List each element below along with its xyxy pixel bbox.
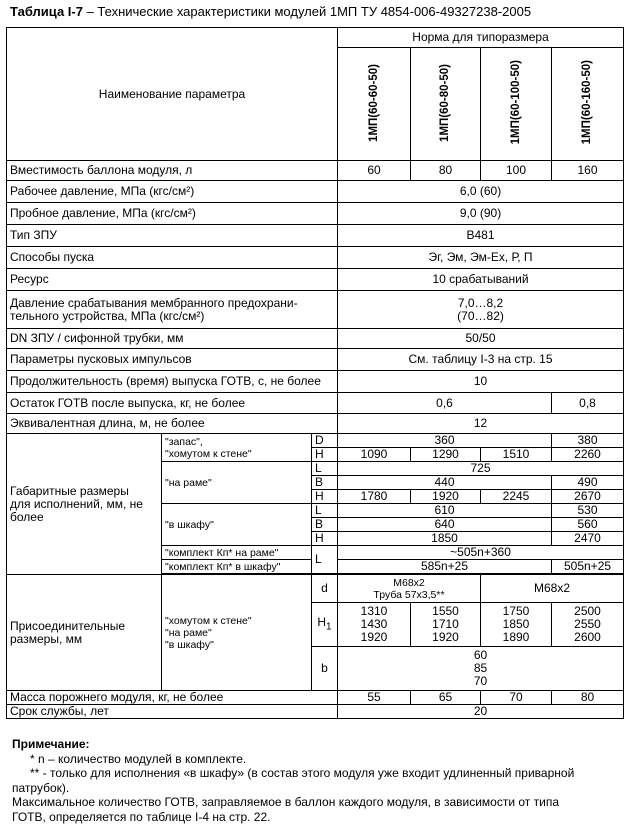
size-label: 1МП(60-160-50) <box>581 60 594 145</box>
cabinet-label: "в шкафу" <box>162 504 312 546</box>
row-value: 20 <box>338 705 624 719</box>
note-line: ГОТВ, определяется по таблице I-4 на стр. 22. <box>12 809 271 824</box>
dim-key: L <box>312 546 338 574</box>
spec-table <box>6 27 624 719</box>
dim-value <box>338 603 411 647</box>
dim-value-line: Труба 57х3,5** <box>373 588 445 601</box>
connection-mode: "на раме" <box>165 626 212 639</box>
dim-key <box>312 603 338 647</box>
row-label-line: Давление срабатывания мембранного предохрани- <box>10 295 298 310</box>
row-label: Остаток ГОТВ после выпуска, кг, не более <box>7 393 338 414</box>
dim-value: 2260 <box>552 448 624 462</box>
header-param-text: Наименование параметра <box>98 86 246 101</box>
header-size-3 <box>481 48 552 161</box>
dim-value: 585n+25 <box>338 560 552 574</box>
dimensions-label-line: Габаритные размеры <box>10 483 129 498</box>
note-line: * n – количество модулей в комплекте. <box>30 751 247 766</box>
dim-value-line: 1890 <box>502 630 530 644</box>
row-value-line: (70…82) <box>457 308 504 323</box>
header-norm-text: Норма для типоразмера <box>412 30 549 44</box>
row-value: 100 <box>481 161 552 181</box>
row-label: Тип ЗПУ <box>7 225 338 247</box>
header-size-2 <box>411 48 481 161</box>
dim-key: H <box>312 532 338 546</box>
notes-heading: Примечание: <box>12 737 90 751</box>
dim-key: b <box>312 647 338 691</box>
row-label: Срок службы, лет <box>7 705 338 719</box>
row-value: См. таблицу I-3 на стр. 15 <box>338 349 624 371</box>
dim-key-sub: 1 <box>326 621 332 633</box>
note-line: патрубок). <box>12 780 70 795</box>
dim-value: М68х2 <box>481 575 624 603</box>
dim-value <box>411 603 481 647</box>
row-label: Эквивалентная длина, м, не более <box>7 414 338 434</box>
header-norm <box>338 28 624 48</box>
table-caption: – Технические характеристики модулей 1МП ТУ 4854-006-49327238-2005 <box>82 4 532 19</box>
size-label: 1МП(60-80-50) <box>439 63 451 142</box>
dim-value: 2245 <box>481 490 552 504</box>
header-param <box>7 28 338 161</box>
row-value: 6,0 (60) <box>338 181 624 203</box>
dim-value: 2670 <box>552 490 624 504</box>
row-label: Рабочее давление, МПа (кгс/см²) <box>7 181 338 203</box>
kit-cabinet-label: "комплект Кп* в шкафу" <box>162 560 312 574</box>
table-row <box>7 371 624 393</box>
dim-value: 490 <box>552 476 624 490</box>
dim-key: d <box>312 575 338 603</box>
table-row <box>7 291 624 329</box>
note-line: ** - только для исполнения «в шкафу» (в состав этого модуля уже входит удлиненный приварной <box>30 766 575 780</box>
connection-label-line: Присоединительные <box>10 618 126 633</box>
table-row <box>7 393 624 414</box>
frame-label: "на раме" <box>162 462 312 504</box>
dim-key-main: H <box>317 614 327 629</box>
row-value: 70 <box>481 691 552 705</box>
dim-value <box>552 603 624 647</box>
row-label: Продолжительность (время) выпуска ГОТВ, с, не более <box>7 371 338 393</box>
connection-modes <box>162 575 312 691</box>
dim-key: B <box>312 476 338 490</box>
row-value: 0,6 <box>338 393 552 414</box>
connection-mode: "в шкафу" <box>165 638 214 651</box>
row-value: 65 <box>411 691 481 705</box>
dim-key: H <box>312 490 338 504</box>
row-value-line: 7,0…8,2 <box>457 295 504 310</box>
dim-value: 725 <box>338 462 624 476</box>
table-row <box>7 691 624 705</box>
dim-value: 1510 <box>481 448 552 462</box>
dim-value-line: 1750 <box>502 604 530 618</box>
row-value: 10 <box>338 371 624 393</box>
table-row <box>7 181 624 203</box>
connection-label <box>7 575 162 691</box>
dim-value-line: 2600 <box>574 630 601 644</box>
table-row <box>7 575 624 603</box>
zapas-label <box>162 434 312 462</box>
dim-value-line: 60 <box>473 648 488 662</box>
dim-key: L <box>312 504 338 518</box>
row-value: 9,0 (90) <box>338 203 624 225</box>
dim-value-line: 1430 <box>360 617 388 631</box>
row-label <box>7 291 338 329</box>
zapas-label-line: "хомутом к стене" <box>165 447 252 460</box>
kit-frame-label: "комплект Кп* на раме" <box>162 546 312 560</box>
row-label: Параметры пусковых импульсов <box>7 349 338 371</box>
connection-label-line: размеры, мм <box>10 631 83 646</box>
dim-value: 1090 <box>338 448 411 462</box>
row-label-line: тельного устройства, МПа (кгс/см²) <box>10 308 205 323</box>
dim-value <box>338 575 481 603</box>
notes <box>12 737 616 824</box>
row-value: 80 <box>552 691 624 705</box>
row-value: Эг, Эм, Эм-Ех, Р, П <box>338 247 624 269</box>
table-row <box>7 269 624 291</box>
dim-value: 2470 <box>552 532 624 546</box>
table-row <box>7 161 624 181</box>
dim-value: 440 <box>338 476 552 490</box>
row-value: 10 срабатываний <box>338 269 624 291</box>
row-value: 12 <box>338 414 624 434</box>
dim-value-line: 1310 <box>360 604 388 618</box>
header-size-4 <box>552 48 624 161</box>
dim-key: B <box>312 518 338 532</box>
row-value: 0,8 <box>552 393 624 414</box>
size-label: 1МП(60-100-50) <box>509 60 522 145</box>
dimensions-label-line: для исполнений, мм, не <box>10 496 143 511</box>
dim-value: 380 <box>552 434 624 448</box>
dim-key: D <box>312 434 338 448</box>
row-value: 60 <box>338 161 411 181</box>
row-value: 55 <box>338 691 411 705</box>
dim-value <box>338 647 624 691</box>
row-label: Пробное давление, МПа (кгс/см²) <box>7 203 338 225</box>
dim-value-line: 1920 <box>360 630 388 644</box>
dim-value-line: 2500 <box>574 604 601 618</box>
dim-value-line: 1850 <box>502 617 530 631</box>
dimensions-label-line: более <box>10 509 44 524</box>
dim-value: 1780 <box>338 490 411 504</box>
dim-value-line: 70 <box>473 674 488 688</box>
dim-value: 1850 <box>338 532 552 546</box>
dim-value-line: М68х2 <box>393 576 425 589</box>
header-size-1 <box>338 48 411 161</box>
dim-value: 505n+25 <box>552 560 624 574</box>
connection-mode: "хомутом к стене" <box>165 614 252 627</box>
row-label: DN ЗПУ / сифонной трубки, мм <box>7 329 338 349</box>
row-value: 160 <box>552 161 624 181</box>
table-row <box>7 203 624 225</box>
row-value <box>338 291 624 329</box>
dim-value-line: 1550 <box>432 604 459 618</box>
row-value: 50/50 <box>338 329 624 349</box>
table-row <box>7 349 624 371</box>
dim-value: 1920 <box>411 490 481 504</box>
table-title <box>10 4 531 19</box>
table-row <box>7 329 624 349</box>
dim-value: 560 <box>552 518 624 532</box>
dim-value: 530 <box>552 504 624 518</box>
dim-value: 360 <box>338 434 552 448</box>
table-number: Таблица I-7 <box>10 4 83 19</box>
row-value: В481 <box>338 225 624 247</box>
row-label: Способы пуска <box>7 247 338 269</box>
dim-value: 1290 <box>411 448 481 462</box>
dimensions-label <box>7 434 162 575</box>
dim-key: L <box>312 462 338 476</box>
dim-value-line: 1710 <box>432 617 459 631</box>
table-row <box>7 414 624 434</box>
row-value: 80 <box>411 161 481 181</box>
dim-value-line: 2550 <box>574 617 601 631</box>
dim-value: 640 <box>338 518 552 532</box>
table-row <box>7 225 624 247</box>
dim-key: H <box>312 448 338 462</box>
note-line: Максимальное количество ГОТВ, заправляемое в баллон каждого модуля, в зависимости от типа <box>12 795 560 809</box>
row-label: Масса порожнего модуля, кг, не более <box>7 691 338 705</box>
dim-value: ~505n+360 <box>338 546 624 560</box>
zapas-label-line: "запас", <box>165 435 203 448</box>
size-label: 1МП(60-60-50) <box>367 63 380 142</box>
table-row <box>7 705 624 719</box>
row-label: Ресурс <box>7 269 338 291</box>
dim-value-line: 85 <box>473 661 488 675</box>
dim-value-line: 1920 <box>432 630 459 644</box>
table-row <box>7 434 624 448</box>
dim-value <box>481 603 552 647</box>
table-row <box>7 247 624 269</box>
dim-value: 610 <box>338 504 552 518</box>
row-label: Вместимость баллона модуля, л <box>7 161 338 181</box>
